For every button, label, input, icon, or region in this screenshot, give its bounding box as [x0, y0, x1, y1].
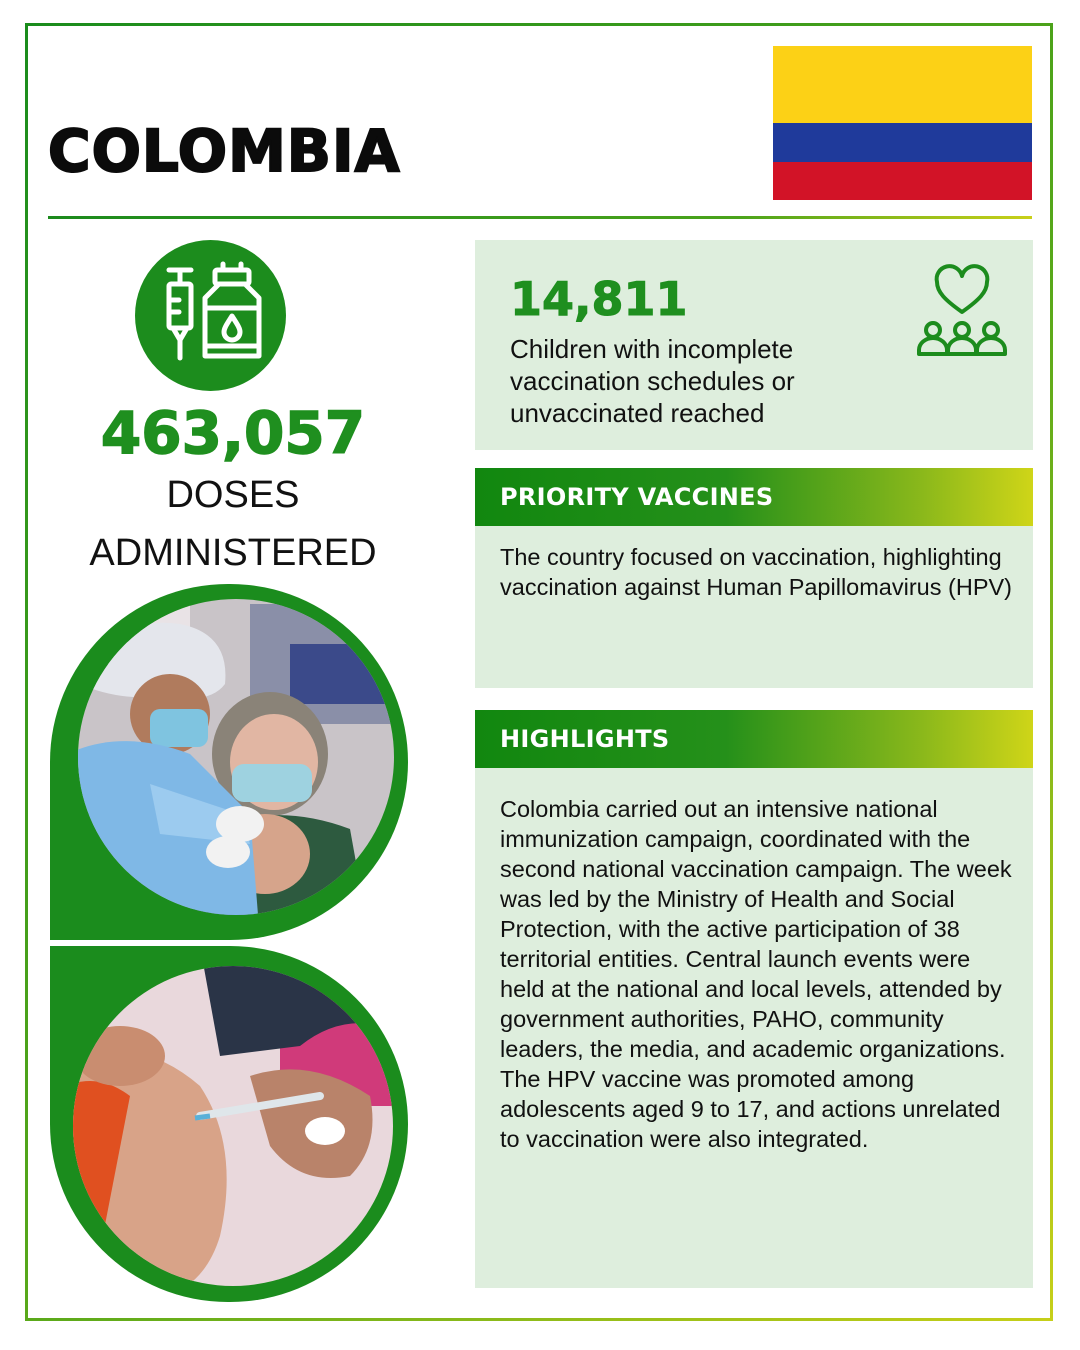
flag-band-blue: [773, 123, 1032, 162]
children-reached-description: Children with incomplete vaccination schedules or unvaccinated reached: [510, 334, 795, 428]
highlights-card: [475, 768, 1033, 1288]
header-divider: [48, 216, 1032, 219]
doses-administered-value: 463,057: [100, 399, 366, 467]
priority-vaccines-text: The country focused on vaccination, highlighting vaccination against Human Papillomavirus (HPV): [500, 544, 1012, 600]
community-heart-icon: [915, 254, 1015, 364]
highlights-header: [475, 710, 1033, 768]
doses-administered-label: DOSES ADMINISTERED: [89, 474, 377, 574]
colombia-flag: [773, 46, 1032, 200]
country-title: COLOMBIA: [48, 117, 401, 185]
flag-band-yellow: [773, 46, 1032, 123]
vaccination-photo-nurse: [50, 584, 408, 940]
vaccination-photo-injection: [50, 946, 408, 1302]
highlights-title: HIGHLIGHTS: [500, 725, 670, 753]
flag-band-red: [773, 162, 1032, 200]
highlights-text: Colombia carried out an intensive national immunization campaign, coordinated with the second national vaccination campaign. The week was led by the Ministry of Health and Social Protection, with the active participation of 38 territorial entities. Central launch events were held at the national and local levels, attended by government authorities, PAHO, community leaders, the media, and academic organizations. The HPV vaccine was promoted among adolescents aged 9 to 17, and actions unrelated to vaccination were also integrated.: [500, 796, 1012, 1152]
children-reached-card: [475, 240, 1033, 450]
priority-vaccines-header: [475, 468, 1033, 526]
priority-vaccines-title: PRIORITY VACCINES: [500, 483, 774, 511]
children-reached-value: 14,811: [510, 272, 688, 326]
vaccine-syringe-vial-icon: [135, 240, 286, 391]
priority-vaccines-card: [475, 526, 1033, 688]
